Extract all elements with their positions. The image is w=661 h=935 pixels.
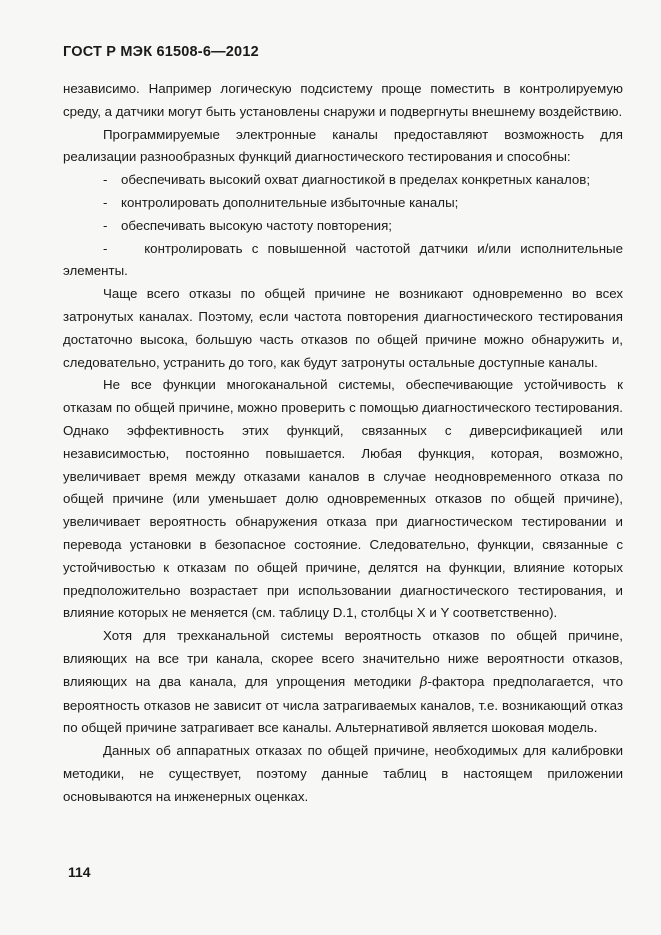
bullet-dash: -	[103, 194, 108, 210]
bullet-item	[63, 238, 623, 284]
paragraph-multichannel-functions: Не все функции многоканальной системы, обеспечивающие устойчивость к отказам по общей причине, можно проверить с помощью диагностического тестирования. Однако эффективность этих функций, связанных с диверсификацией или независимостью, постоянно повышается. Любая функция, которая, возможно, увеличивает время между отказами каналов в случае неодновременного отказа по общей причине (или уменьшает долю одновременных отказов по общей причине), увеличивает вероятность обнаружения отказа при диагностическом тестировании и перевода установки в безопасное состояние. Следовательно, функции, связанные с устойчивостью к отказам по общей причине, делятся на функции, влияние которых предположительно возрастает при использовании диагностического тестирования, и влияние которых не меняется (см. таблицу D.1, столбцы X и Y соответственно).	[63, 377, 623, 621]
document-header: ГОСТ Р МЭК 61508-6—2012	[63, 44, 259, 60]
bullet-text: обеспечивать высокую частоту повторения;	[121, 217, 392, 233]
paragraph-three-channel	[63, 625, 623, 740]
bullet-item	[63, 192, 623, 215]
bullet-text: контролировать дополнительные избыточные каналы;	[121, 194, 459, 210]
bullet-text: обеспечивать высокий охват диагностикой в пределах конкретных каналов;	[121, 172, 591, 188]
bullet-item	[63, 169, 623, 192]
bullet-text: контролировать с повышенной частотой датчики и/или исполнительные элементы.	[63, 240, 623, 279]
beta-symbol: β	[419, 674, 428, 690]
paragraph-programmable-channels: Программируемые электронные каналы предоставляют возможность для реализации разнообразных функций диагностического тестирования и способны:	[63, 126, 623, 165]
bullet-dash: -	[103, 240, 145, 256]
paragraph-hardware-data: Данных об аппаратных отказах по общей причине, необходимых для калибровки методики, не существует, поэтому данные таблиц в настоящем приложении основываются на инженерных оценках.	[63, 743, 623, 804]
paragraph-text: Хотя для трехканальной системы вероятность отказов по общей причине, влияющих на все три канала, скорее всего значительно ниже вероятности отказов, влияющих на два канала, для упрощения методики	[63, 628, 623, 689]
bullet-dash: -	[103, 217, 108, 233]
bullet-item	[63, 215, 623, 238]
document-body	[63, 78, 623, 809]
paragraph-continuation: независимо. Например логическую подсистему проще поместить в контролируемую среду, а датчики могут быть установлены снаружи и подвергнуты внешнему воздействию.	[63, 81, 623, 119]
paragraph-text: -фактора предполагается, что вероятность отказов не зависит от числа затрагиваемых каналов, т.е. возникающий отказ по общей причине затрагивает все каналы. Альтернативой является шоковая модель.	[63, 673, 623, 736]
page-number: 114	[68, 864, 91, 880]
bullet-dash: -	[103, 172, 108, 188]
paragraph-common-cause: Чаще всего отказы по общей причине не возникают одновременно во всех затронутых каналах. Поэтому, если частота повторения диагностического тестирования достаточно высока, большую часть отказов по общей причине можно обнаружить и, следовательно, устранить до того, как будут затронуты остальные доступные каналы.	[63, 286, 623, 370]
